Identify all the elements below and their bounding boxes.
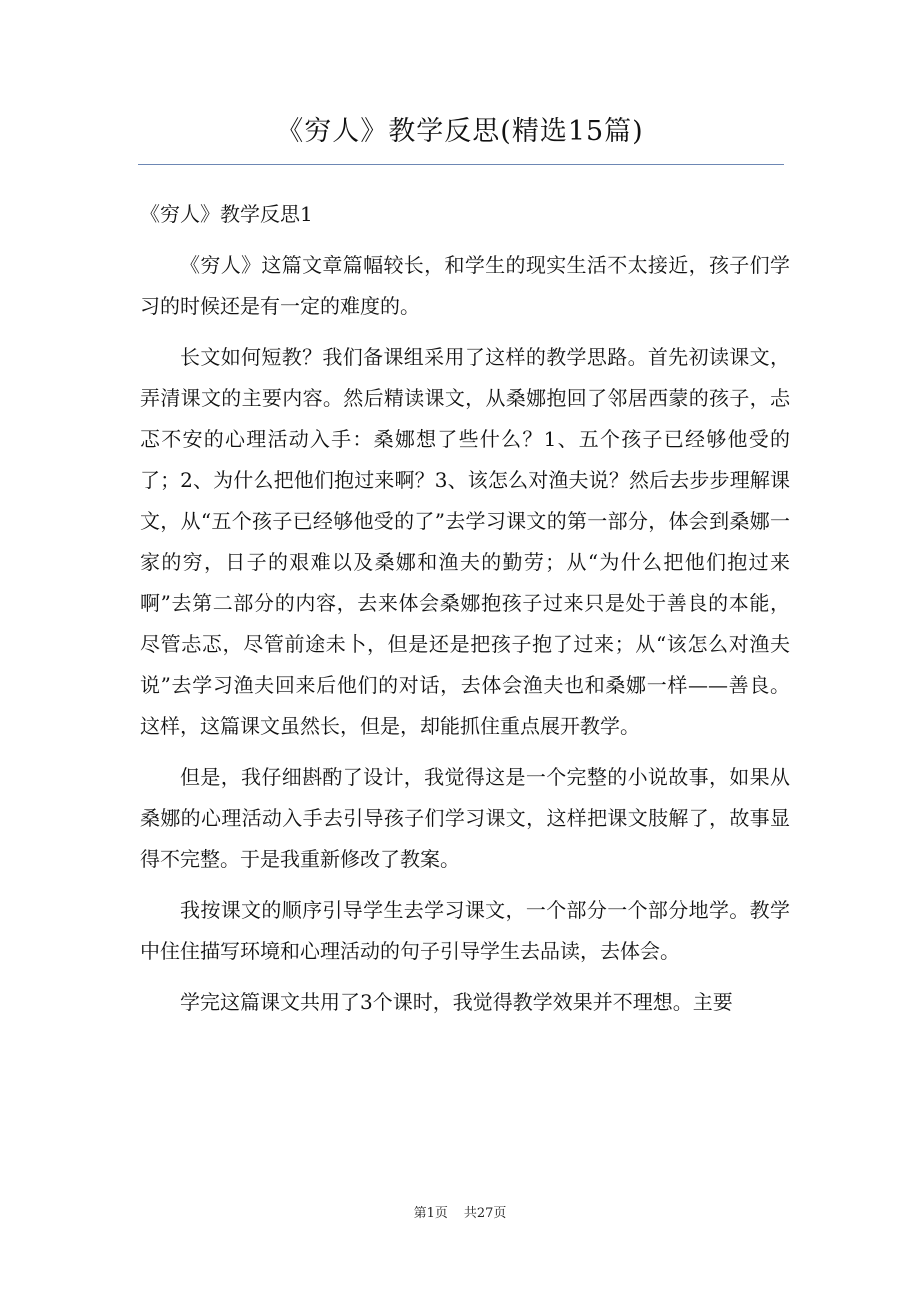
document-title: 《穷人》教学反思(精选15篇) bbox=[276, 116, 644, 147]
paragraph-3: 但是，我仔细斟酌了设计，我觉得这是一个完整的小说故事，如果从桑娜的心理活动入手去引导孩子们学习课文，这样把课文肢解了，故事显得不完整。于是我重新修改了教案。 bbox=[140, 765, 790, 871]
paragraph-5: 学完这篇课文共用了3个课时，我觉得教学效果并不理想。主要 bbox=[180, 990, 733, 1014]
paragraph-1: 《穷人》这篇文章篇幅较长，和学生的现实生活不太接近，孩子们学习的时候还是有一定的难度的。 bbox=[140, 253, 790, 318]
paragraph-2: 长文如何短教？我们备课组采用了这样的教学思路。首先初读课文，弄清课文的主要内容。然后精读课文，从桑娜抱回了邻居西蒙的孩子，忐忑不安的心理活动入手：桑娜想了些什么？1、五个孩子已经够他受的了；2、为什么把他们抱过来啊？3、该怎么对渔夫说？然后去步步理解课文，从“五个孩子已经够他受的了”去学习课文的第一部分，体会到桑娜一家的穷，日子的艰难以及桑娜和渔夫的勤劳；从“为什么把他们抱过来啊”去第二部分的内容，去来体会桑娜抱孩子过来只是处于善良的本能，尽管忐忑，尽管前途未卜，但是还是把孩子抱了过来；从“该怎么对渔夫说”去学习渔夫回来后他们的对话，去体会渔夫也和桑娜一样——善良。这样，这篇课文虽然长，但是，却能抓住重点展开教学。 bbox=[140, 345, 790, 738]
paragraph-4: 我按课文的顺序引导学生去学习课文，一个部分一个部分地学。教学中住住描写环境和心理活动的句子引导学生去品读，去体会。 bbox=[140, 898, 790, 963]
page-number: 第1页 bbox=[413, 1206, 448, 1221]
document-body bbox=[140, 194, 790, 1033]
title-underline bbox=[138, 164, 784, 165]
section-heading: 《穷人》教学反思1 bbox=[140, 202, 313, 226]
page-total: 共27页 bbox=[463, 1206, 507, 1221]
page-footer bbox=[0, 1204, 920, 1224]
